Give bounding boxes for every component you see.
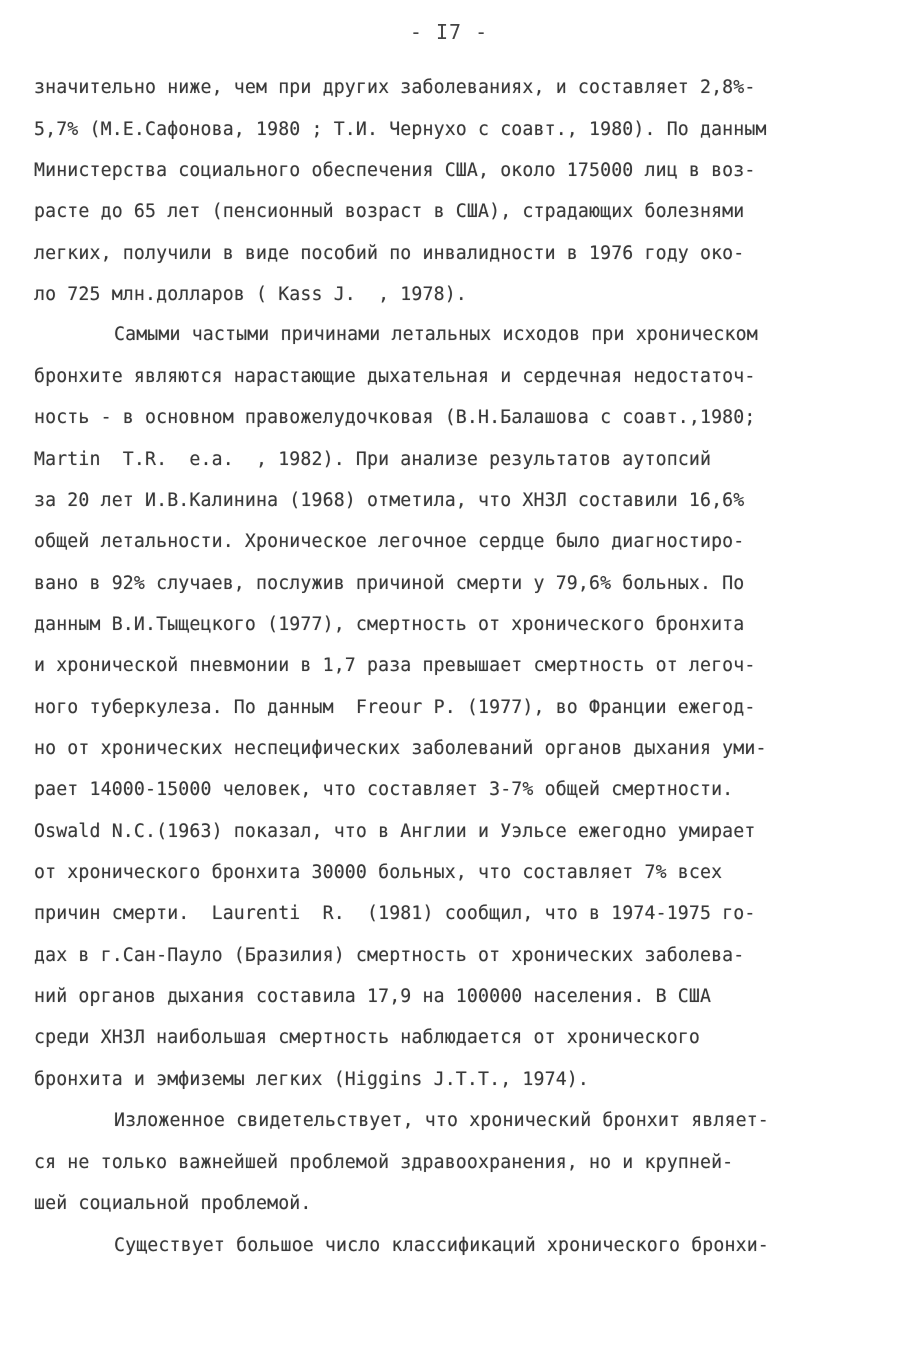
- text-line-10: Martin T.R. e.a. , 1982). При анализе результатов аутопсий: [34, 449, 712, 470]
- text-line-18: рает 14000-15000 человек, что составляет 3-7% общей смертности.: [34, 779, 734, 800]
- text-line-12: общей летальности. Хроническое легочное сердце было диагностиро-: [34, 531, 745, 552]
- text-line-25: бронхита и эмфиземы легких (Higgins J.T.T., 1974).: [34, 1069, 589, 1090]
- text-line-14: данным В.И.Тыщецкого (1977), смертность от хронического бронхита: [34, 614, 745, 635]
- text-line-11: за 20 лет И.В.Калинина (1968) отметила, что ХНЗЛ составили 16,6%: [34, 490, 745, 511]
- text-line-19: Oswald N.C.(1963) показал, что в Англии и Уэльсе ежегодно умирает: [34, 821, 756, 842]
- text-line-27: ся не только важнейшей проблемой здравоохранения, но и крупней-: [34, 1152, 734, 1173]
- text-line-20: от хронического бронхита 30000 больных, что составляет 7% всех: [34, 862, 723, 883]
- text-line-2: 5,7% (М.Е.Сафонова, 1980 ; Т.И. Чернухо с соавт., 1980). По данным: [34, 119, 767, 140]
- text-line-9: ность - в основном правожелудочковая (В.Н.Балашова с соавт.,1980;: [34, 407, 756, 428]
- text-line-29: Существует большое число классификаций хронического бронхи-: [114, 1235, 769, 1256]
- text-line-23: ний органов дыхания составила 17,9 на 100000 населения. В США: [34, 986, 712, 1007]
- text-line-22: дах в г.Сан-Пауло (Бразилия) смертность от хронических заболева-: [34, 945, 745, 966]
- text-line-4: расте до 65 лет (пенсионный возраст в США), страдающих болезнями: [34, 201, 745, 222]
- text-line-3: Министерства социального обеспечения США, около 175000 лиц в воз-: [34, 160, 756, 181]
- text-line-13: вано в 92% случаев, послужив причиной смерти у 79,6% больных. По: [34, 573, 745, 594]
- text-line-24: среди ХНЗЛ наибольшая смертность наблюдается от хронического: [34, 1027, 700, 1048]
- text-line-6: ло 725 млн.долларов ( Kass J. , 1978).: [34, 284, 467, 305]
- text-line-8: бронхите являются нарастающие дыхательная и сердечная недостаточ-: [34, 366, 756, 387]
- text-line-15: и хронической пневмонии в 1,7 раза превышает смертность от легоч-: [34, 655, 756, 676]
- text-line-26: Изложенное свидетельствует, что хронический бронхит являет-: [114, 1110, 769, 1131]
- text-line-5: легких, получили в виде пособий по инвалидности в 1976 году око-: [34, 243, 745, 264]
- page-number: - I7 -: [409, 20, 489, 44]
- text-line-1: значительно ниже, чем при других заболеваниях, и составляет 2,8%-: [34, 77, 756, 98]
- text-line-16: ного туберкулеза. По данным Freour P. (1977), во Франции ежегод-: [34, 697, 756, 718]
- text-line-21: причин смерти. Laurenti R. (1981) сообщил, что в 1974-1975 го-: [34, 903, 756, 924]
- text-line-28: шей социальной проблемой.: [34, 1193, 312, 1214]
- text-line-17: но от хронических неспецифических заболеваний органов дыхания уми-: [34, 738, 767, 759]
- text-line-7: Самыми частыми причинами летальных исходов при хроническом: [114, 324, 758, 345]
